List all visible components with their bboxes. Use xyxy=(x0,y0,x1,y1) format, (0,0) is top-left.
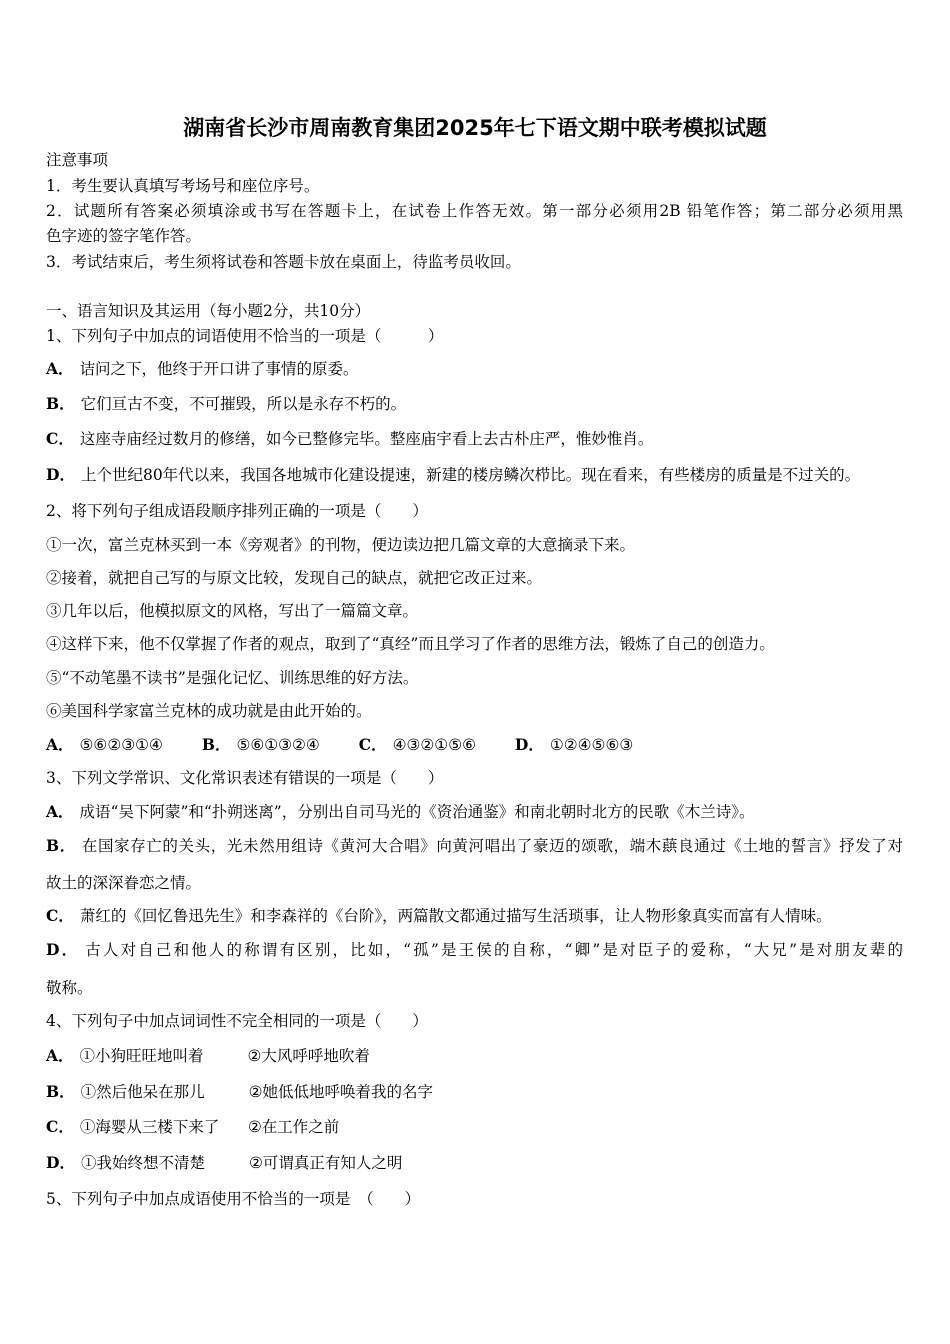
question-2-sentence: ⑤“不动笔墨不读书”是强化记忆、训练思维的好方法。 xyxy=(46,669,419,687)
option-part-2: ②大风呼呼地吹着 xyxy=(247,1047,370,1065)
question-2-stem: 2、将下列句子组成语段顺序排列正确的一项是（ ） xyxy=(46,502,428,520)
option-label: C． xyxy=(358,735,387,754)
option-label: B． xyxy=(46,394,75,413)
question-2-sentence: ②接着，就把自己写的与原文比较，发现自己的缺点，就把它改正过来。 xyxy=(46,569,543,587)
question-1-stem: 1、下列句子中加点的词语使用不恰当的一项是（ ） xyxy=(46,327,444,345)
question-1-option-a xyxy=(46,359,359,379)
option-label: B． xyxy=(46,1082,75,1101)
option-label: D． xyxy=(46,1153,75,1172)
option-label: B． xyxy=(46,836,76,855)
question-4-option-c xyxy=(46,1117,339,1137)
notice-item: 2．试题所有答案必须填涂或书写在答题卡上，在试卷上作答无效。第一部分必须用2B 铅笔作答；第二部分必须用黑 xyxy=(46,202,903,220)
question-2-options xyxy=(46,735,633,755)
question-4-stem: 4、下列句子中加点词词性不完全相同的一项是（ ） xyxy=(46,1012,428,1030)
question-3-stem: 3、下列文学常识、文化常识表述有错误的一项是（ ） xyxy=(46,769,444,787)
question-3-option-b xyxy=(46,836,903,856)
notice-heading: 注意事项 xyxy=(46,151,109,169)
option-label: D． xyxy=(46,940,80,959)
option-text: ④③②①⑤⑥ xyxy=(392,736,476,754)
document-title: 湖南省长沙市周南教育集团2025年七下语文期中联考模拟试题 xyxy=(183,116,767,140)
question-4-option-a xyxy=(46,1046,370,1066)
question-5-stem: 5、下列句子中加点成语使用不恰当的一项是 （ ） xyxy=(46,1190,421,1208)
option-text: ⑤⑥①③②④ xyxy=(236,736,320,754)
question-2-sentence: ④这样下来，他不仅掌握了作者的观点，取到了“真经”而且学习了作者的思维方法，锻炼了自己的创造力。 xyxy=(46,635,775,653)
option-part-1: ①海婴从三楼下来了 xyxy=(79,1118,220,1136)
section-heading: 一、语言知识及其运用（每小题2分，共10分） xyxy=(46,302,371,320)
question-2-sentence: ③几年以后，他模拟原文的风格，写出了一篇篇文章。 xyxy=(46,602,419,620)
option-label: A． xyxy=(46,735,74,754)
question-4-option-d xyxy=(46,1153,402,1173)
question-1-option-c xyxy=(46,429,653,449)
option-label: A． xyxy=(46,802,74,821)
option-text: 萧红的《回忆鲁迅先生》和李森祥的《台阶》，两篇散文都通过描写生活琐事，让人物形象真实而富有人情味。 xyxy=(79,907,832,925)
option-text: 这座寺庙经过数月的修缮，如今已整修完毕。整座庙宇看上去古朴庄严，惟妙惟肖。 xyxy=(79,430,654,448)
option-part-1: ①小狗旺旺地叫着 xyxy=(79,1047,204,1065)
option-text: 它们亘古不变，不可摧毁，所以是永存不朽的。 xyxy=(80,395,407,413)
option-label: D． xyxy=(514,735,544,754)
option-text: ①②④⑤⑥③ xyxy=(549,736,634,754)
option-part-1: ①然后他呆在那儿 xyxy=(80,1083,205,1101)
question-2-sentence: ⑥美国科学家富兰克林的成功就是由此开始的。 xyxy=(46,702,372,720)
question-3-option-c xyxy=(46,906,832,926)
question-1-option-d xyxy=(46,465,860,485)
question-2-sentence: ①一次，富兰克林买到一本《旁观者》的刊物，便边读边把几篇文章的大意摘录下来。 xyxy=(46,536,636,554)
notice-item: 色字迹的签字笔作答。 xyxy=(46,227,202,245)
question-3-option-a xyxy=(46,802,754,822)
option-text: 古人对自己和他人的称谓有区别，比如，“孤”是王侯的自称，“卿”是对臣子的爱称，“大兄”是对朋友辈的 xyxy=(85,941,903,959)
question-3-option-b-continued: 故土的深深眷恋之情。 xyxy=(46,874,202,892)
question-1-option-b xyxy=(46,394,406,414)
option-label: A． xyxy=(46,1046,74,1065)
option-label: D． xyxy=(46,465,75,484)
option-text: 上个世纪80年代以来，我国各地城市化建设提速，新建的楼房鳞次栉比。现在看来，有些楼房的质量是不过关的。 xyxy=(80,466,861,484)
option-label: C． xyxy=(46,1117,74,1136)
notice-item: 1．考生要认真填写考场号和座位序号。 xyxy=(46,177,320,195)
question-3-option-d-continued: 敬称。 xyxy=(46,979,93,997)
option-label: C． xyxy=(46,906,74,925)
option-label: B． xyxy=(201,735,231,754)
option-part-2: ②她低低地呼唤着我的名字 xyxy=(248,1083,434,1101)
question-3-option-d xyxy=(46,940,903,960)
option-text: 诘问之下，他终于开口讲了事情的原委。 xyxy=(79,360,359,378)
question-4-option-b xyxy=(46,1082,433,1102)
notice-item: 3．考试结束后，考生须将试卷和答题卡放在桌面上，待监考员收回。 xyxy=(46,253,521,271)
option-part-2: ②在工作之前 xyxy=(247,1118,340,1136)
option-text: ⑤⑥②③①④ xyxy=(79,736,163,754)
option-part-1: ①我始终想不清楚 xyxy=(80,1154,205,1172)
option-label: C． xyxy=(46,429,74,448)
option-text: 成语“吴下阿蒙”和“扑朔迷离”，分别出自司马光的《资治通鉴》和南北朝时北方的民歌《木兰诗》。 xyxy=(79,803,755,821)
option-label: A． xyxy=(46,359,74,378)
option-part-2: ②可谓真正有知人之明 xyxy=(248,1154,403,1172)
option-text: 在国家存亡的关头，光未然用组诗《黄河大合唱》向黄河唱出了豪迈的颂歌，端木蕻良通过《土地的誓言》抒发了对 xyxy=(81,837,903,855)
